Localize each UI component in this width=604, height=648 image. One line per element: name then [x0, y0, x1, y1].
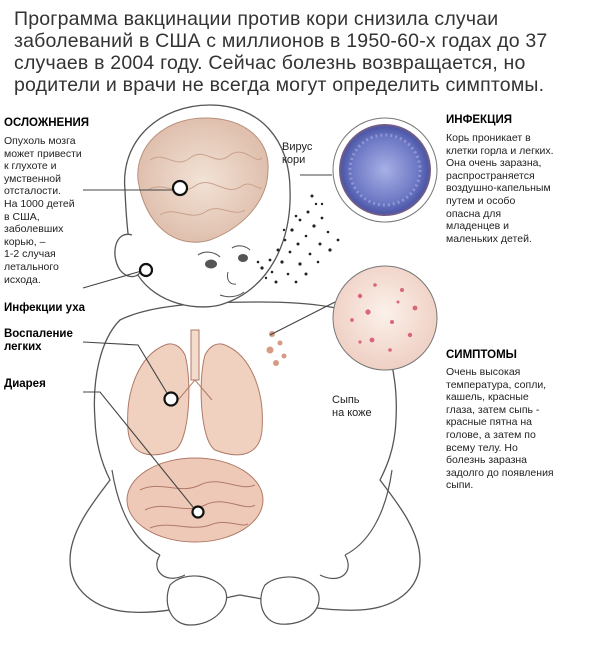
complications-text-line: корью, – — [4, 235, 46, 248]
infection-text-line: маленьких детей. — [446, 232, 532, 245]
pneumonia-label-1: Воспаление — [4, 328, 73, 340]
symptoms-text-line: задолго до появления — [446, 466, 554, 479]
ear-infection-label: Инфекции уха — [4, 302, 86, 314]
complications-text-line: умственной — [4, 172, 62, 185]
infection-text-line: воздушно-капельным — [446, 182, 551, 195]
complications-text-line: заболевших — [4, 223, 64, 236]
symptoms-text-line: глаза, затем сыпь - — [446, 403, 540, 416]
complications-text-line: На 1000 детей — [4, 197, 75, 210]
rash-closeup — [333, 266, 437, 370]
symptoms-text-line: температура, сопли, — [446, 378, 547, 391]
rash-label-1: Сыпь — [332, 394, 360, 406]
symptoms-text-line: голове, а затем по — [446, 428, 536, 441]
symptoms-text-line: красные пятна на — [446, 416, 532, 429]
symptoms-text-line: всему телу. Но — [446, 441, 518, 454]
pneumonia-label-2: легких — [4, 341, 42, 353]
rash-label-2: на коже — [332, 407, 372, 419]
symptoms-text-line: Очень высокая — [446, 366, 521, 378]
complications-title: ОСЛОЖНЕНИЯ — [4, 117, 90, 129]
infection-text-line: младенцев и — [446, 220, 510, 233]
symptoms-title: СИМПТОМЫ — [446, 349, 517, 361]
complications-text-line: 1-2 случая — [4, 248, 56, 261]
infection-text-line: путем и особо — [446, 194, 516, 207]
infection-text-line: Корь проникает в — [446, 132, 531, 144]
infection-text-line: клетки горла и легких. — [446, 144, 554, 157]
infection-text-line: распространяется — [446, 169, 535, 182]
symptoms-text-line: болезнь заразна — [446, 454, 528, 467]
infection-text-line: опасна для — [446, 207, 502, 220]
complications-text-line: отсталости. — [4, 185, 62, 198]
symptoms-text — [446, 366, 596, 492]
complications-text-line: может привести — [4, 147, 82, 160]
complications-text-line: Опухоль мозга — [4, 135, 76, 147]
diarrhea-label: Диарея — [4, 378, 46, 390]
virus-micrograph — [333, 118, 437, 222]
virus-label-1: Вирус — [282, 141, 313, 153]
infection-title: ИНФЕКЦИЯ — [446, 114, 513, 126]
intestines — [127, 458, 263, 542]
complications-text-line: к глухоте и — [4, 160, 57, 173]
symptoms-text-line: сыпи. — [446, 479, 474, 492]
complications-text-line: летального — [4, 260, 59, 273]
baby-head — [115, 105, 290, 307]
infection-text — [446, 132, 596, 245]
complications-text-line: исхода. — [4, 273, 41, 286]
symptoms-text-line: кашель, красные — [446, 391, 529, 404]
headline: Программа вакцинации против кори снизила случаи заболеваний в США с миллионов в 1950-60-х годах до 37 случаев в 2004 году. Сейчас болезнь возвращается, но родители и врачи не всегда могут определить симптомы. — [14, 8, 548, 96]
infection-text-line: Она очень заразна, — [446, 157, 542, 170]
complications-text-line: в США, — [4, 210, 40, 223]
virus-label-2: кори — [282, 154, 306, 166]
complications-text — [4, 135, 94, 286]
